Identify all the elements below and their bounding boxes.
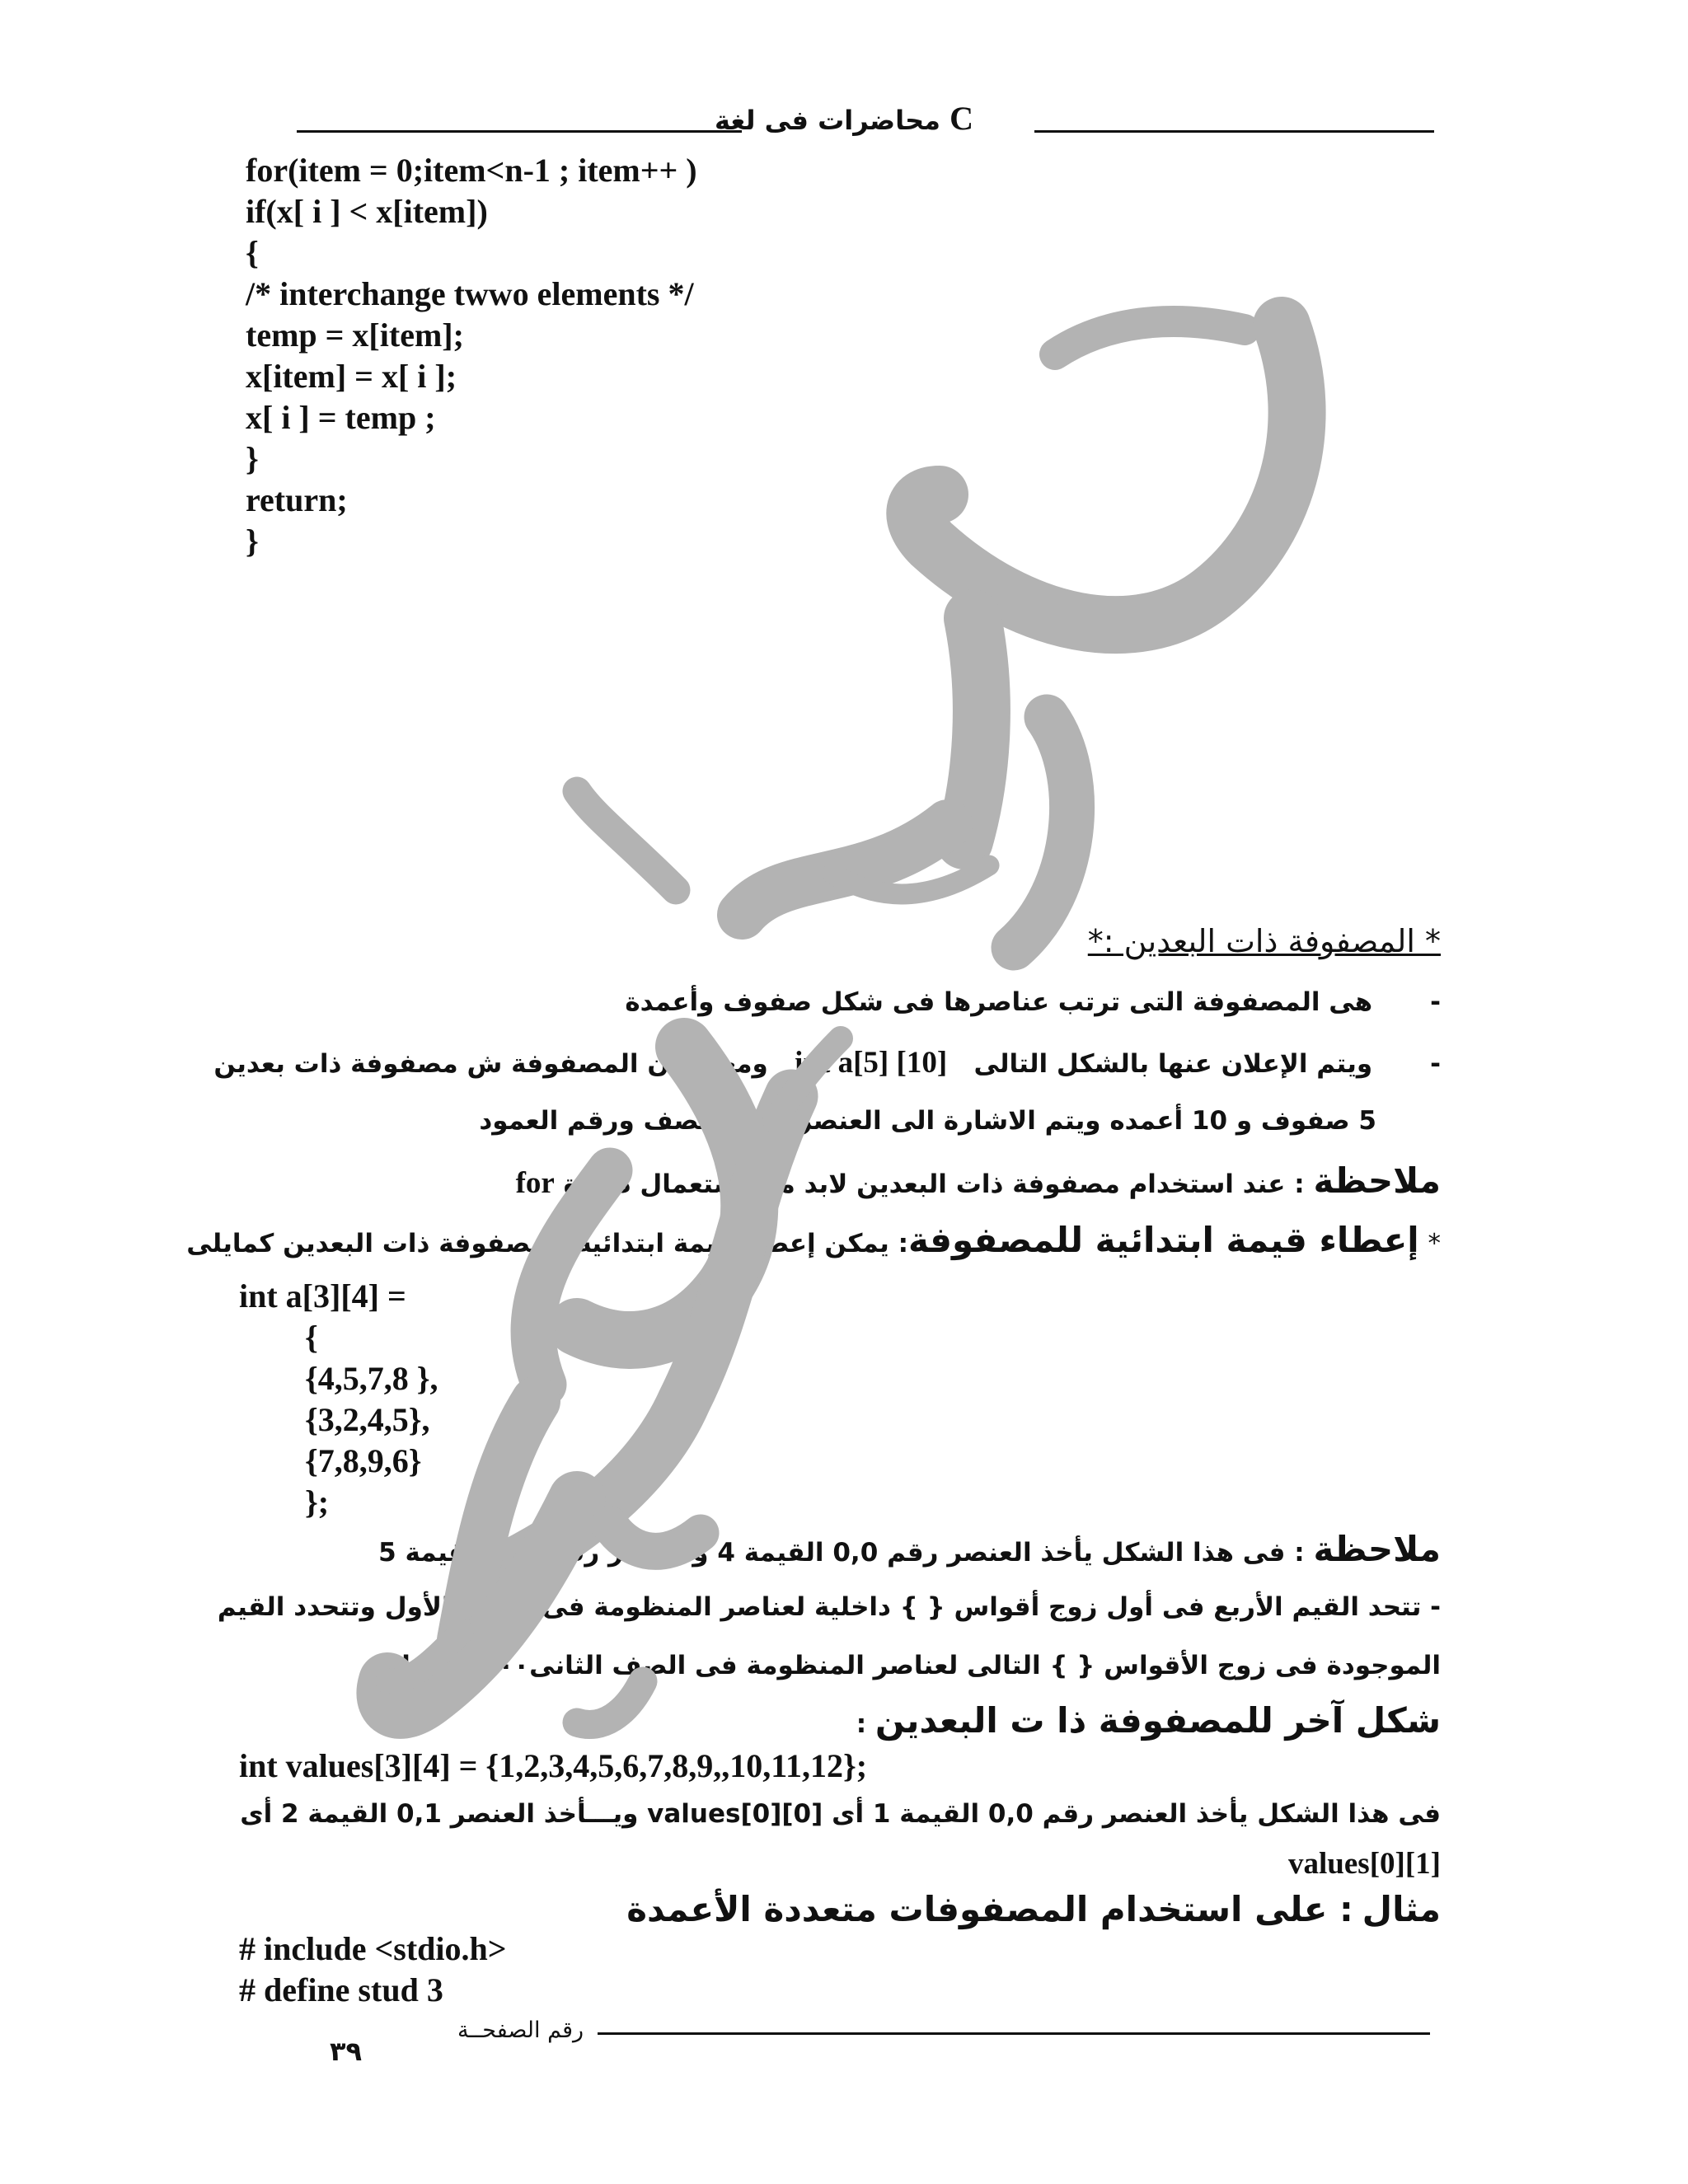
init-star: *	[1428, 1229, 1441, 1258]
header-title-arabic: محاضرات فى لغة	[715, 105, 940, 136]
code-line: }	[246, 440, 259, 477]
code-line: /* interchange twwo elements */	[246, 275, 694, 312]
paragraph-braces-line-1: - تتحد القيم الأربع فى أول زوج أقواس { } داخلية لعناصر المنظومة فى الصف الأول وتتحدد القيم	[217, 1592, 1441, 1622]
other-form-colon: :	[856, 1709, 867, 1739]
bullet-definition-text: هى المصفوفة التى ترتب عناصرها فى شكل صفوف وأعمدة	[625, 987, 1373, 1017]
bullet-declaration-b: ومعناه أن المصفوفة ش مصفوفة ذات بعدين	[213, 1049, 768, 1079]
code-line: int values[3][4] = {1,2,3,4,5,6,7,8,9,,10,11,12};	[239, 1747, 868, 1784]
code-block-include	[239, 1929, 507, 2011]
other-form-heading	[856, 1700, 1441, 1741]
other-form-label: شكل آخر للمصفوفة ذا ت البعدين	[874, 1700, 1441, 1741]
bullet-declaration-continued: 5 صفوف و 10 أعمده ويتم الاشارة الى العنصر برقم الصف ورقم العمود	[479, 1106, 1376, 1136]
note-text: : فى هذا الشكل يأخذ العنصر رقم 0,0 القيمة 4 والعنصر رقم 0,1 القيمة 5	[378, 1538, 1305, 1568]
code-values-init	[239, 1746, 867, 1787]
code-line: # define stud 3	[239, 1971, 443, 2008]
note-element-values	[378, 1529, 1441, 1569]
other-form-explanation: فى هذا الشكل يأخذ العنصر رقم 0,0 القيمة 1 أى values[0][0] ويـــأخذ العنصر 0,1 القيمة 2 أى	[240, 1799, 1441, 1829]
other-form-explanation-cont	[1288, 1846, 1441, 1882]
code-line: {	[239, 1319, 318, 1356]
code-line: {4,5,7,8 },	[239, 1360, 438, 1397]
footer-page-label: رقم الصفحــة	[457, 2018, 584, 2043]
bullet-declaration-a: ويتم الإعلان عنها بالشكل التالى	[973, 1049, 1373, 1079]
code-line: {3,2,4,5},	[239, 1401, 430, 1438]
code-line: x[ i ] = temp ;	[246, 399, 436, 436]
code-line: if(x[ i ] < x[item])	[246, 193, 488, 230]
init-text: : يمكن إعطاء قيمة ابتدائية للمصفوفة ذات البعدين كمايلى	[186, 1229, 908, 1258]
example-label: مثال	[1362, 1889, 1441, 1929]
note-label: ملاحظة	[1313, 1160, 1441, 1201]
example-heading	[626, 1889, 1441, 1929]
other-form-code-ref: values[0][1]	[1288, 1847, 1441, 1881]
code-line: x[item] = x[ i ];	[246, 358, 457, 395]
code-line: {	[246, 234, 259, 271]
code-line: # include <stdio.h>	[239, 1930, 507, 1967]
note-code: for	[515, 1166, 555, 1200]
bullet-declaration: -ويتم الإعلان عنها بالشكل التالى int a[5] [10] ومعناه أن المصفوفة ش مصفوفة ذات بعدين	[213, 1046, 1441, 1080]
code-block-sort	[246, 150, 697, 562]
note-label: ملاحظة	[1313, 1529, 1441, 1569]
example-text: : على استخدام المصفوفات متعددة الأعمدة	[626, 1889, 1353, 1929]
note-text: : عند استخدام مصفوفة ذات البعدين لابد من استعمال دوارة	[563, 1169, 1305, 1199]
code-line: return;	[246, 481, 348, 518]
bullet-definition: -هى المصفوفة التى ترتب عناصرها فى شكل صفوف وأعمدة	[625, 987, 1441, 1017]
code-line: temp = x[item];	[246, 316, 464, 354]
header-title-language: C	[950, 100, 973, 137]
bullet-declaration-code: int a[5] [10]	[795, 1046, 948, 1080]
section-title: * المصفوفة ذات البعدين :*	[1087, 923, 1441, 959]
init-heading	[186, 1220, 1441, 1260]
code-line: int a[3][4] =	[239, 1277, 406, 1315]
code-block-init	[239, 1276, 438, 1523]
code-line: for(item = 0;item<n-1 ; item++ )	[246, 152, 697, 189]
code-line: };	[239, 1483, 330, 1521]
note-for-loop	[516, 1160, 1441, 1201]
header-title	[0, 99, 1688, 138]
init-label: إعطاء قيمة ابتدائية للمصفوفة	[907, 1220, 1419, 1260]
footer-rule	[598, 2032, 1430, 2035]
paragraph-braces-line-2: الموجودة فى زوج الأقواس { } التالى لعناصر المنظومة فى الصف الثانى٠٠٠ وهكذا	[401, 1651, 1441, 1680]
page-number: ٣٩	[330, 2036, 363, 2067]
code-line: {7,8,9,6}	[239, 1442, 422, 1479]
code-line: }	[246, 523, 259, 560]
